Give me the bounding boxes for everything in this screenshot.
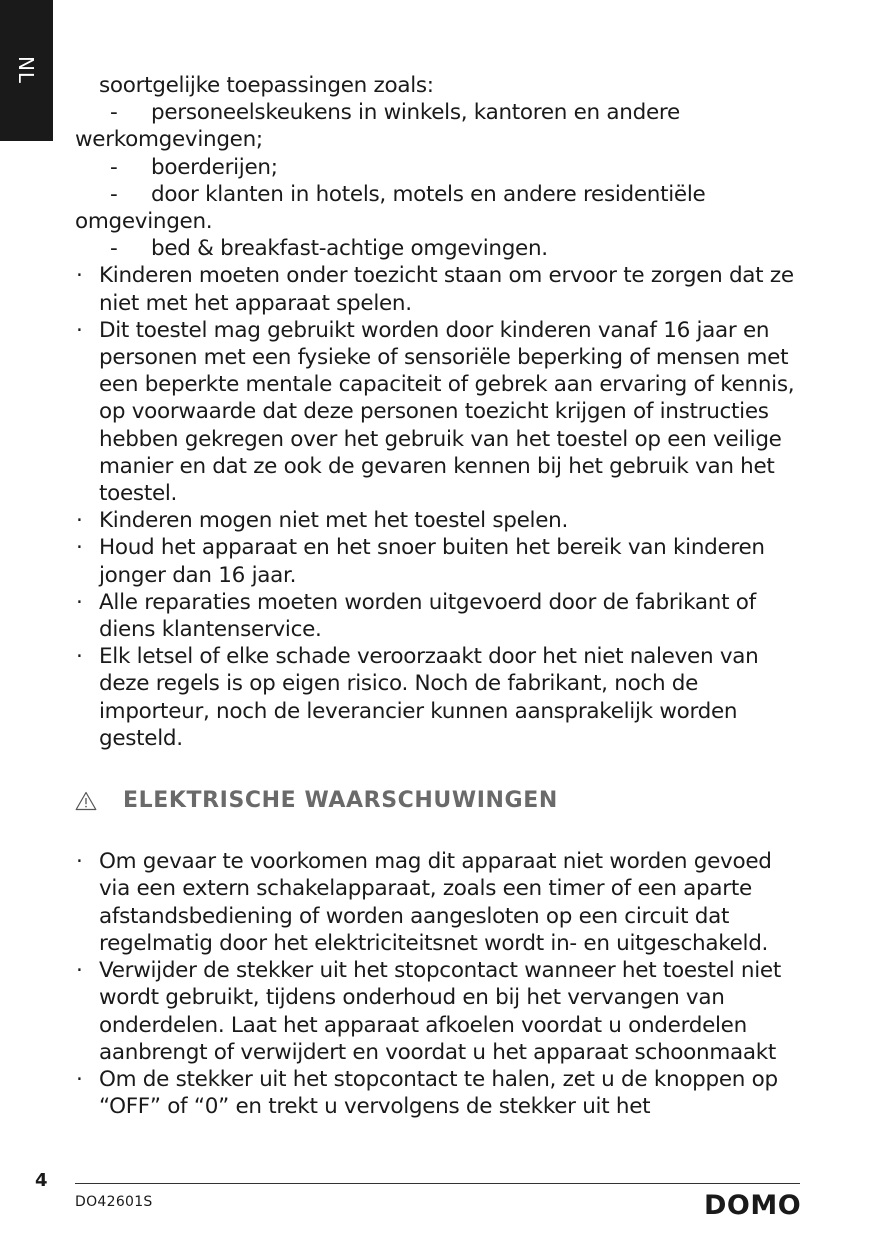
bullet-text: Kinderen moeten onder toezicht staan om ervoor te zorgen dat ze niet met het apparaat spelen. [99, 263, 794, 316]
bullet-dot: · [76, 263, 83, 289]
list-item [75, 235, 805, 262]
bullet-dot: · [76, 589, 83, 615]
list-item-text: bed & breakfast-achtige omgevingen. [151, 236, 548, 262]
bullet-dot: · [76, 849, 83, 875]
bullet-text: Verwijder de stekker uit het stopcontact wanneer het toestel niet wordt gebruikt, tijdens onderhoud en bij het vervangen van onderdelen. Laat het apparaat afkoelen voordat u onderdelen aanbrengt of verwijdert en voordat u het apparaat schoonmaakt [99, 958, 781, 1065]
footer-divider [75, 1183, 800, 1184]
language-label: NL [14, 55, 38, 85]
dash-marker: - [110, 100, 118, 126]
bullet-text: Om gevaar te voorkomen mag dit apparaat niet worden gevoed via een extern schakelapparaat, zoals een timer of een aparte afstandsbediening of worden aangesloten op een circuit dat regelmatig door het elektriciteitsnet wordt in- en uitgeschakeld. [99, 849, 772, 956]
page-content [75, 72, 805, 1120]
bullet-dot: · [76, 958, 83, 984]
section-heading-electrical [75, 787, 805, 814]
safety-bullet [75, 589, 805, 643]
bullet-dot: · [76, 317, 83, 343]
electrical-bullet [75, 957, 805, 1066]
bullet-text: Kinderen mogen niet met het toestel spelen. [99, 508, 569, 534]
bullet-text: Alle reparaties moeten worden uitgevoerd door de fabrikant of diens klantenservice. [99, 589, 756, 643]
bullet-text: Dit toestel mag gebruikt worden door kinderen vanaf 16 jaar en personen met een fysieke of sensoriële beperking of mensen met een beperkte mentale capaciteit of gebrek aan ervaring of kennis, op voorwaarde dat deze personen toezicht krijgen of instructies hebben gekregen over het gebruik van het toestel op een veilige manier en dat ze ook de gevaren kennen bij het gebruik van het toestel. [99, 317, 795, 507]
safety-bullet [75, 643, 805, 752]
list-item-text: door klanten in hotels, motels en andere residentiële [151, 181, 706, 207]
warning-icon [75, 791, 97, 811]
list-item [75, 99, 805, 126]
list-item-continuation: werkomgevingen; [75, 127, 263, 153]
dash-marker: - [110, 236, 118, 262]
dash-marker: - [110, 154, 118, 180]
safety-bullet [75, 262, 805, 316]
list-item-text: boerderijen; [151, 154, 278, 180]
bullet-dot: · [76, 1066, 83, 1092]
intro-lead: soortgelijke toepassingen zoals: [99, 73, 434, 98]
model-number: DO42601S [75, 1194, 153, 1210]
bullet-text: Om de stekker uit het stopcontact te halen, zet u de knoppen op “OFF” of “0” en trekt u vervolgens de stekker uit het [99, 1066, 778, 1120]
dash-marker: - [110, 181, 118, 207]
list-item-text: personeelskeukens in winkels, kantoren en andere [151, 100, 680, 126]
electrical-bullet [75, 848, 805, 957]
bullet-text: Elk letsel of elke schade veroorzaakt door het niet naleven van deze regels is op eigen risico. Noch de fabrikant, noch de importeur, noch de leverancier kunnen aansprakelijk worden gesteld. [99, 644, 759, 751]
page-number: 4 [35, 1170, 48, 1191]
bullet-dot: · [76, 644, 83, 670]
list-item [75, 181, 805, 208]
bullet-text: Houd het apparaat en het snoer buiten het bereik van kinderen jonger dan 16 jaar. [99, 535, 765, 588]
safety-bullet [75, 317, 805, 507]
safety-bullet [75, 534, 805, 588]
safety-bullet [75, 507, 805, 534]
bullet-dot: · [76, 508, 83, 534]
list-item-continuation: omgevingen. [75, 209, 213, 235]
bullet-dot: · [76, 535, 83, 561]
language-tab [0, 0, 53, 141]
section-title: ELEKTRISCHE WAARSCHUWINGEN [123, 788, 558, 814]
electrical-bullet [75, 1066, 805, 1120]
brand-logo: DOMO [704, 1190, 802, 1221]
electrical-list [75, 848, 805, 1120]
safety-list [75, 262, 805, 752]
list-item [75, 154, 805, 181]
